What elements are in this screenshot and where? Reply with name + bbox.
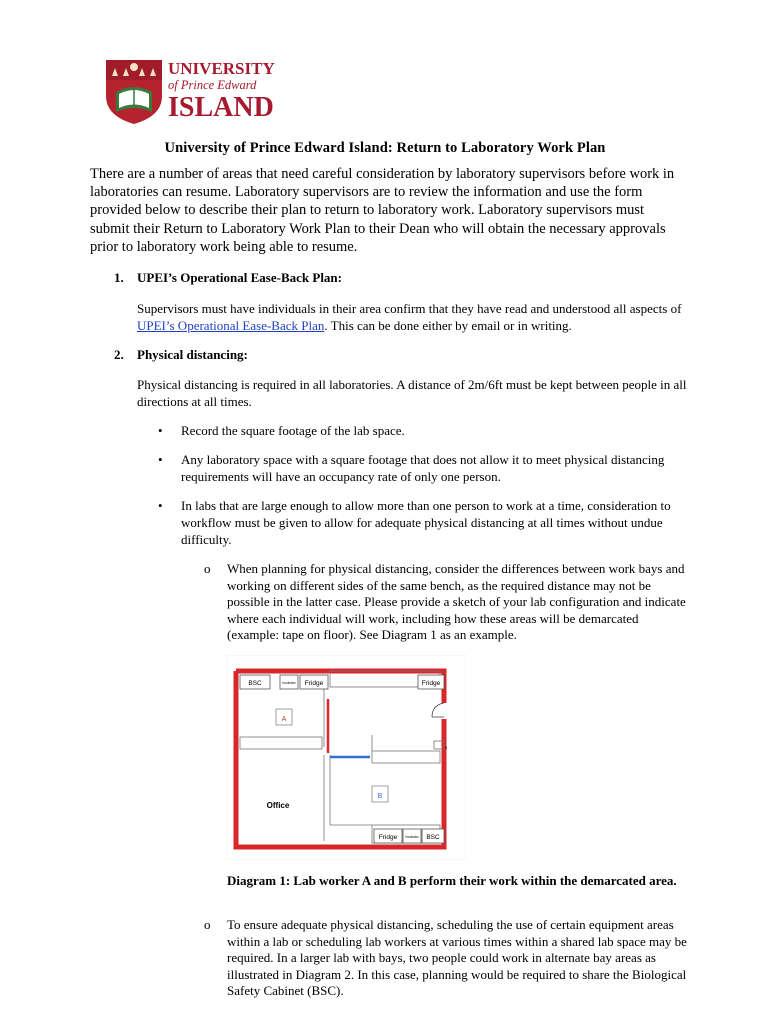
bullet-item: In labs that are large enough to allow more than one person to work at a time, consideration to workflow must be given to allow for adequate physical distancing at all times without undue difficulty.: [181, 498, 671, 547]
logo-line2: of Prince Edward: [168, 78, 257, 92]
bsc-bottom-label: BSC: [426, 834, 440, 841]
section-1-text-after: . This can be done either by email or in writing.: [324, 318, 572, 334]
section-1-paragraph: [137, 300, 697, 334]
section-2-number: 2.: [114, 347, 124, 362]
page-title: University of Prince Edward Island: Return to Laboratory Work Plan: [164, 140, 606, 156]
upei-logo: [104, 56, 284, 126]
incubator-top-label: Incubator: [282, 681, 296, 685]
bullet-item: Record the square footage of the lab space.: [181, 423, 405, 438]
fridge-bottom-label: Fridge: [378, 834, 398, 841]
fridge-top-right-label: Fridge: [421, 680, 441, 687]
section-2-paragraph: Physical distancing is required in all laboratories. A distance of 2m/6ft must be kept between people in all directions at all times.: [137, 377, 687, 410]
sub-bullet-symbol: o: [204, 917, 211, 932]
section-2-title: Physical distancing:: [137, 347, 248, 362]
logo-line3: ISLAND: [168, 92, 274, 123]
incubator-bottom-label: Incubator: [405, 835, 419, 839]
bullet-symbol: •: [158, 452, 163, 467]
section-1-text-before: Supervisors must have individuals in their area confirm that they have read and understood all aspects of: [137, 301, 682, 316]
sub-bullet-symbol: o: [204, 561, 211, 576]
worker-b-label: B: [377, 793, 383, 800]
ease-back-plan-link[interactable]: UPEI’s Operational Ease-Back Plan: [137, 318, 325, 334]
diagram-caption: Diagram 1: Lab worker A and B perform their work within the demarcated area.: [227, 873, 677, 888]
fridge-top-left-label: Fridge: [304, 680, 324, 687]
bullet-symbol: •: [158, 423, 163, 438]
logo-line1: UNIVERSITY: [168, 59, 275, 78]
worker-a-label: A: [281, 716, 287, 723]
lab-floor-plan-diagram: [226, 655, 466, 860]
bsc-top-label: BSC: [248, 680, 262, 687]
office-label: Office: [266, 801, 290, 810]
sink-label: S: [444, 745, 448, 750]
bullet-symbol: •: [158, 498, 163, 513]
section-1-title: UPEI’s Operational Ease-Back Plan:: [137, 270, 342, 285]
intro-paragraph: There are a number of areas that need careful consideration by laboratory supervisors before work in laboratories can resume. Laboratory supervisors are to review the information and use the form provided below to describe their plan to return to laboratory work. Laboratory supervisors must submit their Return to Laboratory Work Plan to their Dean who will obtain the necessary approvals prior to laboratory work being able to resume.: [90, 166, 675, 255]
sub-bullet-item: To ensure adequate physical distancing, scheduling the use of certain equipment areas within a lab or scheduling lab workers at various times within a shared lab space may be required. In a larger lab with bays, two people could work in alternate bay areas as illustrated in Diagram 2. In this case, planning would be required to share the Biological Safety Cabinet (BSC).: [227, 917, 687, 998]
section-1-number: 1.: [114, 270, 124, 285]
bullet-item: Any laboratory space with a square footage that does not allow it to meet physical distancing requirements will have an occupancy rate of only one person.: [181, 452, 665, 484]
shield-crest-icon: [106, 60, 162, 124]
sub-bullet-item: When planning for physical distancing, consider the differences between work bays and working on different sides of the same bench, as the required distance may not be possible in the latter case. Please provide a sketch of your lab configuration and indicate where each individual will work, including how these areas will be demarcated (example: tape on floor). See Diagram 1 as an example.: [227, 561, 686, 642]
